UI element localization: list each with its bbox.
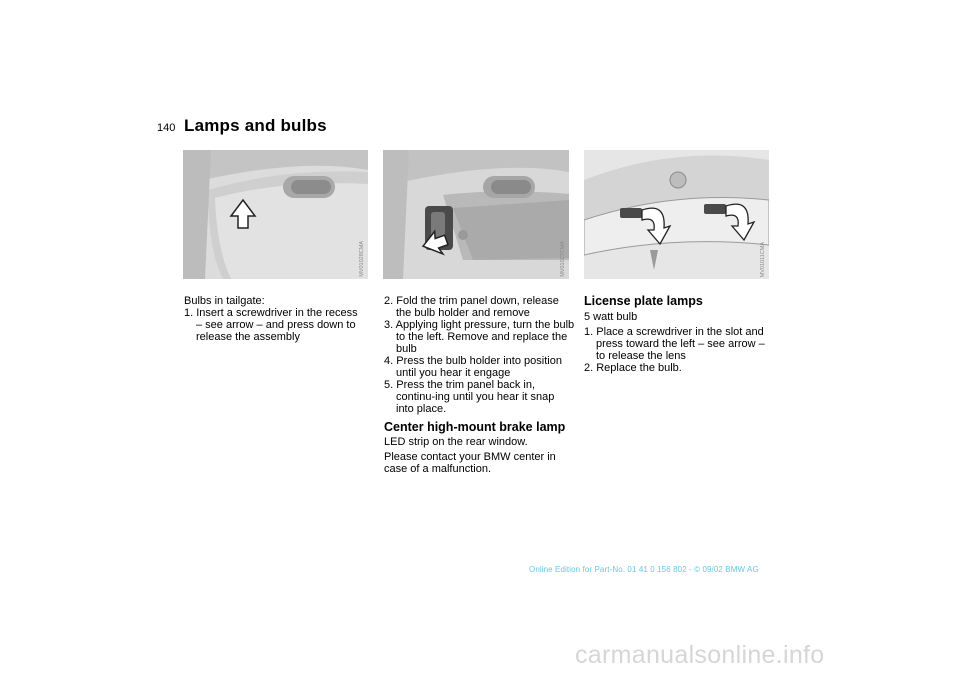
figure-trim-panel: [383, 150, 569, 279]
column-middle: [384, 295, 575, 475]
step-item: 1. Insert a screwdriver in the recess – see arrow – and press down to release the assembly: [184, 307, 358, 343]
body-text: Please contact your BMW center in case of a malfunction.: [384, 451, 556, 475]
body-text: LED strip on the rear window.: [384, 436, 528, 448]
figure-license-plate-lamps: [584, 150, 769, 279]
figure-code: MV01011CMA: [760, 241, 766, 277]
step-item: 3. Applying light pressure, turn the bulb to the left. Remove and replace the bulb: [384, 319, 575, 355]
figure-code: MV01027CMA: [560, 241, 566, 277]
page-number: 140: [157, 122, 176, 134]
step-item: 2. Fold the trim panel down, release the bulb holder and remove: [384, 295, 559, 319]
step-item: 1. Place a screwdriver in the slot and press toward the left – see arrow – to release the lens: [584, 326, 765, 362]
column-left: [184, 295, 364, 343]
intro-text: Bulbs in tailgate:: [184, 295, 265, 307]
footer-edition-link[interactable]: Online Edition for Part-No. 01 41 0 156 802 - © 09/02 BMW AG: [529, 565, 759, 574]
section-heading: License plate lamps: [584, 294, 703, 308]
figure-code: MV01028CMA: [359, 241, 365, 277]
step-item: 5. Press the trim panel back in, continu-ing until you hear it snap into place.: [384, 379, 555, 415]
watermark: carmanualsonline.info: [575, 641, 825, 669]
step-item: 4. Press the bulb holder into position until you hear it engage: [384, 355, 562, 379]
figure-tailgate-recess: [183, 150, 368, 279]
column-right: [584, 294, 775, 374]
spec-text: 5 watt bulb: [584, 311, 638, 323]
page-title: Lamps and bulbs: [184, 116, 327, 135]
section-heading: Center high-mount brake lamp: [384, 420, 566, 434]
step-item: 2. Replace the bulb.: [584, 362, 682, 374]
